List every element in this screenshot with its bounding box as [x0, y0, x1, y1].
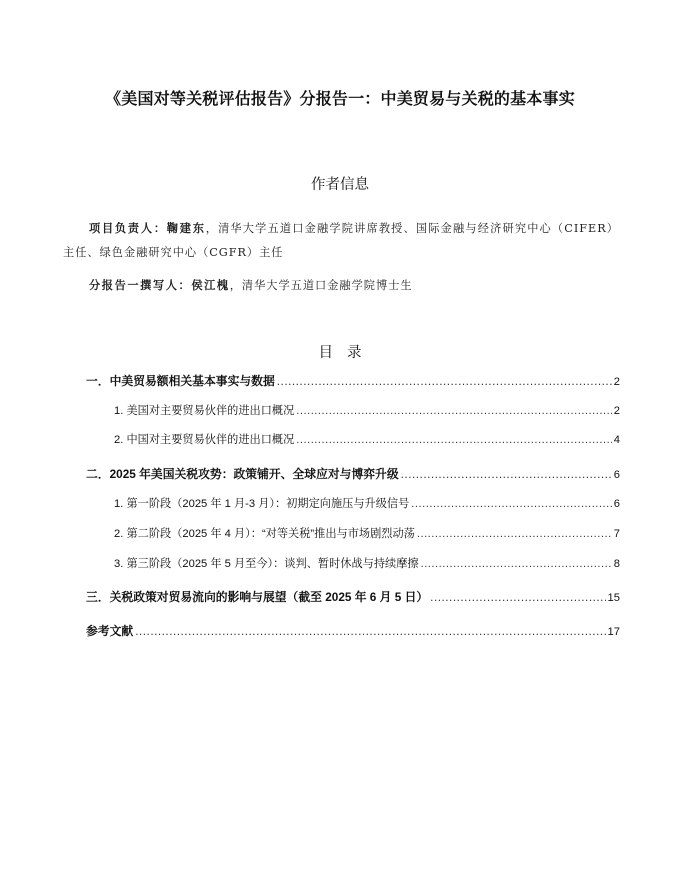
toc-entry-text: 参考文献	[86, 624, 134, 638]
author-lead-label: 项目负责人：	[89, 221, 167, 235]
toc-entry-section-2-2[interactable]	[114, 525, 620, 543]
toc-leader-dots	[417, 525, 612, 543]
author-lead-paragraph	[63, 216, 619, 265]
toc-entry-text: 二．2025 年美国关税攻势：政策铺开、全球应对与博弈升级	[86, 467, 399, 481]
document-title: 《美国对等关税评估报告》分报告一：中美贸易与关税的基本事实	[105, 89, 575, 108]
toc-leader-dots	[277, 372, 612, 390]
toc-page-number: 6	[613, 469, 620, 481]
toc-page-number: 4	[613, 434, 620, 446]
toc-leader-dots	[411, 495, 611, 513]
toc-leader-dots	[421, 555, 612, 573]
author-lead-name: 鞠建东	[166, 221, 206, 235]
author-info-heading: 作者信息	[311, 177, 369, 193]
toc-entry-section-1[interactable]	[86, 372, 620, 390]
toc-entry-text: 一．中美贸易额相关基本事实与数据	[86, 374, 275, 388]
toc-leader-dots	[430, 588, 605, 606]
toc-leader-dots	[135, 622, 605, 640]
toc-entry-section-3[interactable]	[86, 588, 620, 606]
toc-entry-text: 1. 美国对主要贸易伙伴的进出口概况	[114, 405, 295, 417]
toc-entry-text: 2. 中国对主要贸易伙伴的进出口概况	[114, 434, 295, 446]
author-writer-row	[63, 273, 619, 298]
toc-entry-section-1-2[interactable]	[114, 431, 620, 449]
toc-page-number: 6	[613, 498, 620, 510]
toc-entry-references[interactable]	[86, 622, 620, 640]
toc-entry-section-2[interactable]	[86, 465, 620, 483]
toc-page-number: 17	[607, 626, 620, 638]
toc-page-number: 8	[613, 558, 620, 570]
author-writer-description: ，清华大学五道口金融学院博士生	[229, 279, 413, 292]
toc-page-number: 15	[607, 592, 620, 604]
author-writer-paragraph	[63, 273, 619, 298]
author-writer-label: 分报告一撰写人：	[89, 278, 192, 292]
toc-leader-dots	[296, 431, 612, 449]
toc-page-number: 2	[613, 405, 620, 417]
toc-page-number: 7	[613, 528, 620, 540]
toc-entry-text: 3. 第三阶段（2025 年 5 月至今）：谈判、暂时休战与持续摩擦	[114, 558, 419, 570]
author-writer-name: 侯江槐	[191, 278, 230, 292]
toc-entry-section-2-1[interactable]	[114, 495, 620, 513]
toc-page-number: 2	[613, 376, 620, 388]
toc-entry-text: 1. 第一阶段（2025 年 1 月-3 月）：初期定向施压与升级信号	[114, 498, 410, 510]
toc-entry-section-1-1[interactable]	[114, 402, 620, 420]
toc-entry-text: 三．关税政策对贸易流向的影响与展望（截至 2025 年 6 月 5 日）	[86, 590, 429, 604]
author-lead-description: ，清华大学五道口金融学院讲席教授、国际金融与经济研究中心（CIFER）主任、绿色金融研究中心（CGFR）主任	[63, 222, 619, 259]
toc-entry-text: 2. 第二阶段（2025 年 4 月）：“对等关税”推出与市场剧烈动荡	[114, 528, 415, 540]
toc-heading: 目录	[318, 345, 376, 361]
toc-entry-section-2-3[interactable]	[114, 555, 620, 573]
author-lead-row	[63, 216, 619, 265]
toc-leader-dots	[296, 402, 612, 420]
toc-leader-dots	[401, 465, 612, 483]
